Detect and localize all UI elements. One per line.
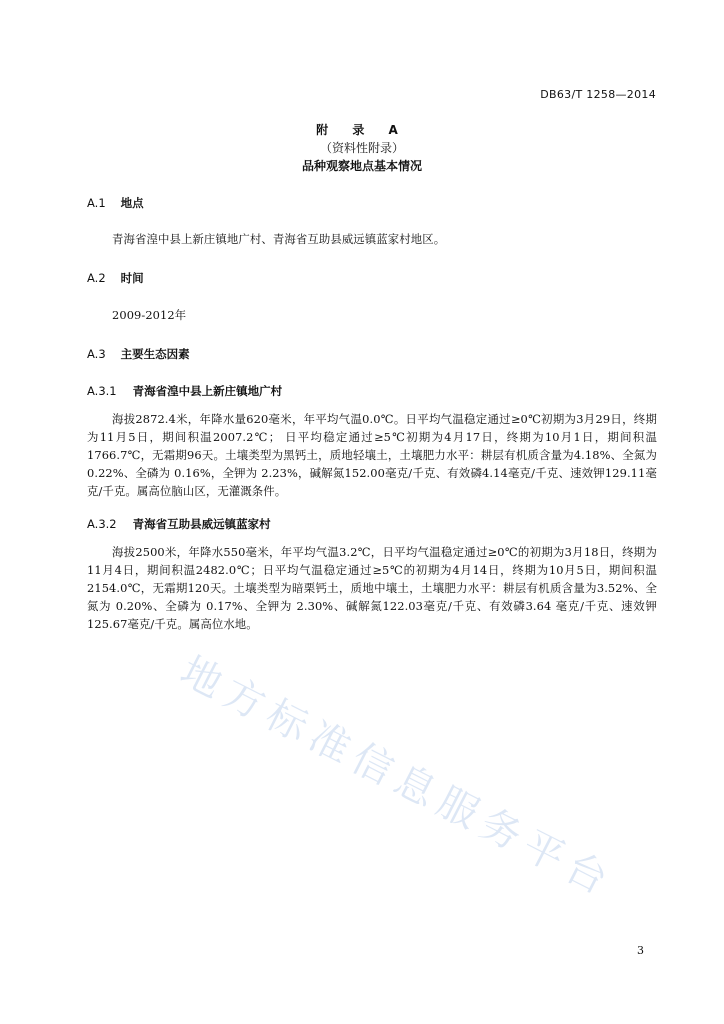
annex-title: 附 录 A (316, 123, 408, 137)
site2-paragraph: 海拔2500米，年降水550毫米，年平均气温3.2℃，日平均气温稳定通过≥0℃的初期为3月18日，终期为11月4日，期间积温2482.0℃；日平均气温稳定通过≥5℃的初期为4月14日，终期为10月5日，期间积温2154.0℃，无霜期120天。土壤类型为暗栗钙土，质地中壤土，土壤肥力水平：耕层有机质含量为3.52%、全氮为 0.20%、全磷为 0.17%、全钾为 2.30%、碱解氮122.03毫克/千克、有效磷3.64 毫克/千克、速效钾125.67毫克/千克。属高位水地。 (87, 545, 657, 631)
annex-name: 品种观察地点基本情况 (301, 159, 422, 173)
section-number: A.2 (87, 271, 106, 285)
time-paragraph: 2009-2012年 (112, 308, 187, 322)
section-title: 时间 (120, 271, 144, 285)
section-title: 地点 (120, 196, 144, 210)
location-paragraph: 青海省湟中县上新庄镇地广村、青海省互助县威远镇蓝家村地区。 (112, 232, 446, 246)
page-number: 3 (637, 944, 644, 957)
section-heading-a3-2 (87, 516, 271, 532)
section-heading-a3-1 (87, 383, 282, 399)
section-number: A.3 (87, 347, 106, 361)
section-title: 青海省湟中县上新庄镇地广村 (132, 384, 283, 398)
section-heading-a2 (87, 270, 144, 286)
site1-paragraph: 海拔2872.4米，年降水量620毫米，年平均气温0.0℃。日平均气温稳定通过≥0℃初期为3月29日，终期为11月5日，期间积温2007.2℃； 日平均稳定通过≥5℃初期为4月17日，终期为10月1日，期间积温1766.7℃，无霜期96天。土壤类型为黑钙土，质地轻壤土，土壤肥力水平：耕层有机质含量为4.18%、全氮为 0.22%、全磷为 0.16%，全钾为 2.23%，碱解氮152.00毫克/千克、有效磷4.14毫克/千克、速效钾129.11毫克/千克。属高位脑山区，无灌溉条件。 (87, 412, 657, 498)
section-number: A.3.2 (87, 517, 117, 531)
standard-code: DB63/T 1258—2014 (540, 88, 656, 101)
section-number: A.3.1 (87, 384, 117, 398)
watermark: 地方标准信息服务平台 (173, 648, 622, 907)
section-title: 主要生态因素 (120, 347, 190, 361)
section-number: A.1 (87, 196, 106, 210)
section-heading-a3 (87, 346, 190, 362)
section-heading-a1 (87, 195, 144, 211)
annex-type: （资料性附录） (319, 141, 404, 155)
section-title: 青海省互助县威远镇蓝家村 (132, 517, 271, 531)
